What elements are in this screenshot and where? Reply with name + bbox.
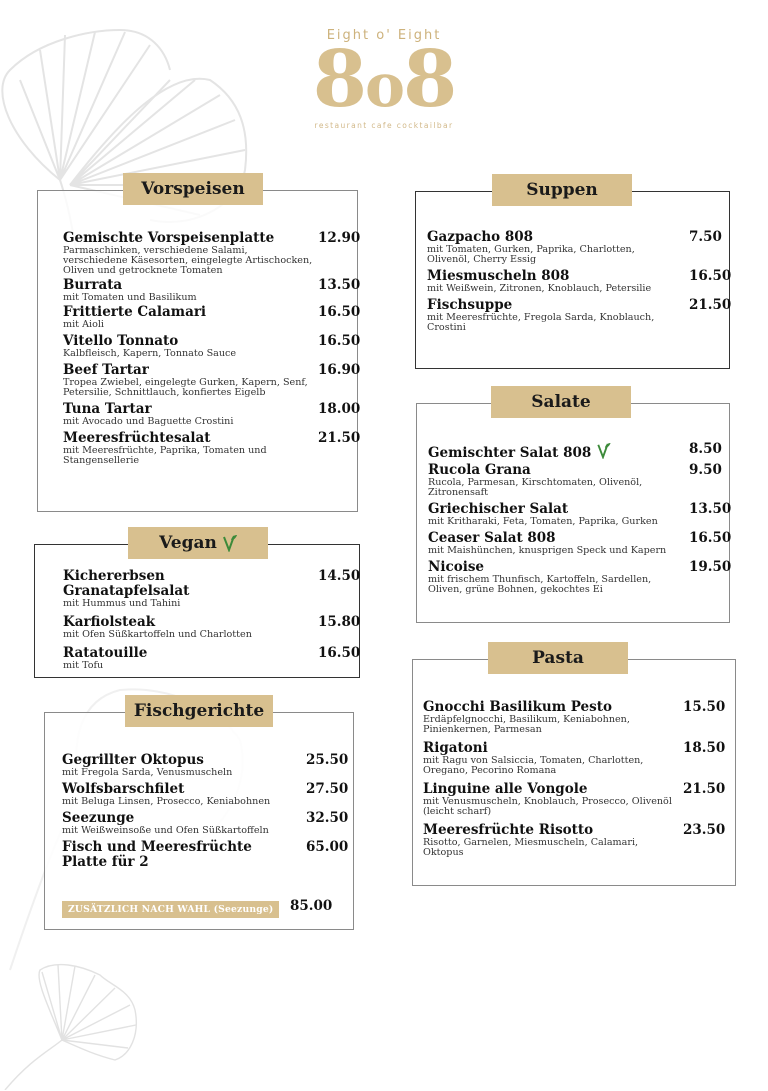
- menu-item-description: Tropea Zwiebel, eingelegte Gurken, Kapern, Senf, Petersilie, Schnittlauch, konfiertes Eigelb: [63, 377, 308, 398]
- menu-item-description: mit Avocado und Baguette Crostini: [63, 416, 234, 427]
- menu-item-name: [63, 334, 357, 349]
- section-title-vegan-text: Vegan: [159, 533, 217, 553]
- menu-item-name: [63, 231, 357, 246]
- menu-item-description: mit Weißwein, Zitronen, Knoblauch, Petersilie: [427, 283, 652, 294]
- menu-item-price: 16.50: [318, 333, 361, 349]
- menu-item-price: 23.50: [683, 822, 726, 838]
- menu-item-name-text: Fisch und Meeresfrüchte Platte für 2: [62, 839, 252, 870]
- item-list-vorspeisen: [38, 230, 361, 470]
- menu-item-price: 16.50: [318, 304, 361, 320]
- menu-item-price: 16.50: [689, 268, 732, 284]
- menu-item-name-text: Gegrillter Oktopus: [62, 752, 204, 768]
- menu-item-name-text: Rucola Grana: [428, 462, 531, 478]
- menu-item-name: [63, 305, 357, 320]
- menu-item: [63, 362, 361, 398]
- section-title-salate: Salate: [491, 386, 631, 418]
- menu-item-price: 32.50: [306, 810, 349, 826]
- menu-item: [62, 753, 353, 778]
- menu-item: [428, 501, 732, 527]
- menu-item-name-text: Linguine alle Vongole: [423, 781, 588, 797]
- menu-item-name-text: Gazpacho 808: [427, 229, 534, 245]
- menu-item-description: mit Ofen Süßkartoffeln und Charlotten: [63, 629, 252, 640]
- menu-item: [423, 823, 735, 858]
- menu-item-description: mit Meeresfrüchte, Fregola Sarda, Knoblauch, Crostini: [427, 312, 655, 333]
- menu-item-name: [63, 646, 359, 661]
- menu-item-description: mit Tomaten und Basilikum: [63, 292, 197, 303]
- menu-item: [63, 646, 359, 671]
- menu-item-description: Parmaschinken, verschiedene Salami, verschiedene Käsesorten, eingelegte Artischocken, Oliven und getrocknete Tomaten: [63, 245, 313, 276]
- section-title-vorspeisen: Vorspeisen: [123, 173, 263, 205]
- menu-item-name: [63, 278, 357, 293]
- item-list-suppen: [416, 229, 732, 337]
- menu-item: [63, 304, 361, 330]
- menu-item: [63, 230, 361, 276]
- menu-item-description: mit Hummus und Tahini: [63, 598, 181, 609]
- menu-item-name: [428, 559, 732, 575]
- section-title-pasta: Pasta: [488, 642, 628, 674]
- menu-item: [63, 401, 361, 427]
- menu-item: [428, 559, 732, 595]
- menu-item-price: 13.50: [318, 277, 361, 293]
- extra-label: ZUSÄTZLICH NACH WAHL (Seezunge): [62, 901, 279, 918]
- menu-item-name-text: Gnocchi Basilikum Pesto: [423, 699, 612, 715]
- section-vorspeisen: [37, 179, 361, 512]
- menu-item: [423, 782, 735, 817]
- menu-item-price: 13.50: [689, 501, 732, 517]
- menu-item-description: mit Aioli: [63, 319, 104, 330]
- section-vegan: [34, 533, 361, 678]
- menu-item-name-text: Meeresfrüchte Risotto: [423, 822, 594, 838]
- menu-item: [63, 333, 361, 359]
- menu-item-name: [428, 530, 732, 546]
- menu-item-name: [63, 431, 357, 446]
- menu-item-description: Risotto, Garnelen, Miesmuscheln, Calamari, Oktopus: [423, 837, 639, 858]
- menu-item-description: Rucola, Parmesan, Kirschtomaten, Olivenöl, Zitronensaft: [428, 477, 643, 498]
- section-title-suppen: Suppen: [492, 174, 632, 206]
- menu-item-description: mit Tomaten, Gurken, Paprika, Charlotten, Olivenöl, Cherry Essig: [427, 244, 635, 265]
- menu-item-description: mit Tofu: [63, 660, 104, 671]
- menu-item-description: Kalbfleisch, Kapern, Tonnato Sauce: [63, 348, 237, 359]
- menu-item-price: 14.50: [318, 568, 361, 584]
- extra-row: [62, 897, 353, 918]
- menu-item-name: [63, 615, 359, 630]
- brand-tagline-bottom: restaurant cafe cocktailbar: [314, 121, 454, 130]
- menu-item-price: 15.80: [318, 614, 361, 630]
- menu-item: [62, 840, 353, 870]
- sprout-icon: [221, 534, 237, 552]
- menu-item: [427, 297, 732, 333]
- menu-item: [427, 268, 732, 294]
- menu-item-name-text: Frittierte Calamari: [63, 304, 207, 320]
- item-list-vegan: [35, 569, 359, 677]
- menu-item-price: 21.50: [689, 297, 732, 313]
- menu-item: [427, 230, 729, 265]
- menu-item-name-text: Meeresfrüchtesalat: [63, 430, 211, 446]
- menu-item-price: 21.50: [318, 430, 361, 446]
- menu-item: [63, 615, 359, 640]
- section-fischgerichte: [44, 701, 354, 930]
- menu-item-name-text: Karfiolsteak: [63, 614, 156, 630]
- menu-item-name-text: Griechischer Salat: [428, 501, 569, 517]
- menu-item-price: 12.90: [318, 230, 361, 246]
- menu-item-price: 21.50: [683, 781, 726, 797]
- menu-item-description: mit Fregola Sarda, Venusmuscheln: [62, 767, 233, 778]
- sprout-icon: [595, 442, 611, 459]
- menu-item-name-text: Gemischte Vorspeisenplatte: [63, 230, 275, 246]
- menu-item-description: Erdäpfelgnocchi, Basilikum, Keniabohnen, Pinienkernen, Parmesan: [423, 714, 630, 735]
- menu-item-description: mit Kritharaki, Feta, Tomaten, Paprika, Gurken: [428, 516, 658, 527]
- menu-item-price: 7.50: [689, 229, 722, 245]
- menu-item-price: 16.90: [318, 362, 361, 378]
- section-title-fischgerichte: Fischgerichte: [125, 695, 273, 727]
- menu-item-name: [427, 268, 732, 284]
- menu-item-name-text: Tuna Tartar: [63, 401, 152, 417]
- menu-item-name: [428, 442, 729, 461]
- menu-item-name-text: Seezunge: [62, 810, 135, 826]
- menu-item-name-text: Miesmuscheln 808: [427, 268, 570, 284]
- menu-item-description: mit frischem Thunfisch, Kartoffeln, Sardellen, Oliven, grüne Bohnen, gekochtes Ei: [428, 574, 652, 595]
- menu-item-name: [63, 402, 357, 417]
- menu-item-name: [427, 297, 732, 313]
- logo-letter-o: o: [364, 51, 404, 121]
- menu-item-name: [63, 569, 359, 599]
- menu-item-price: 16.50: [689, 530, 732, 546]
- menu-item: [62, 811, 353, 836]
- menu-item: [428, 442, 729, 461]
- brand-header: [0, 28, 768, 130]
- menu-item-price: 25.50: [306, 752, 349, 768]
- menu-item: [428, 463, 729, 498]
- menu-item-price: 27.50: [306, 781, 349, 797]
- menu-item-name: [427, 230, 729, 245]
- menu-item-name-text: Nicoise: [428, 559, 485, 575]
- menu-item-name: [428, 501, 732, 517]
- menu-item-description: mit Maishünchen, knusprigen Speck und Kapern: [428, 545, 667, 556]
- menu-item-name-text: Fischsuppe: [427, 297, 513, 313]
- menu-item: [423, 700, 735, 735]
- section-pasta: [412, 648, 736, 886]
- menu-item-name-text: Rigatoni: [423, 740, 488, 756]
- menu-item-description: mit Ragu von Salsiccia, Tomaten, Charlotten, Oregano, Pecorino Romana: [423, 755, 644, 776]
- menu-item-price: 15.50: [683, 699, 726, 715]
- logo-digit-left: 8: [312, 34, 365, 125]
- item-list-pasta: [413, 700, 735, 864]
- menu-item-price: 18.50: [683, 740, 726, 756]
- menu-item-name-text: Burrata: [63, 277, 123, 293]
- menu-item-price: 9.50: [689, 462, 722, 478]
- menu-item: [63, 430, 361, 466]
- menu-item-description: mit Venusmuscheln, Knoblauch, Prosecco, Olivenöl (leicht scharf): [423, 796, 672, 817]
- menu-item-description: mit Weißweinsoße und Ofen Süßkartoffeln: [62, 825, 269, 836]
- menu-item-name-text: Wolfsbarschfilet: [62, 781, 185, 797]
- menu-item-price: 19.50: [689, 559, 732, 575]
- menu-item-price: 16.50: [318, 645, 361, 661]
- menu-item-name-text: Beef Tartar: [63, 362, 149, 378]
- menu-item-name-text: Gemischter Salat 808: [428, 445, 592, 461]
- menu-item-description: mit Beluga Linsen, Prosecco, Keniabohnen: [62, 796, 271, 807]
- menu-item-price: 8.50: [689, 441, 722, 457]
- menu-item-name-text: Ratatouille: [63, 645, 148, 661]
- section-title-vegan: [128, 527, 268, 559]
- section-salate: [416, 392, 732, 623]
- menu-item-name-text: Ceaser Salat 808: [428, 530, 556, 546]
- menu-item-name-text: Kichererbsen Granatapfelsalat: [63, 568, 190, 599]
- menu-item: [63, 569, 359, 609]
- brand-tagline-top: Eight o' Eight: [326, 28, 442, 43]
- menu-item-name: [428, 463, 729, 478]
- item-list-salate: [417, 441, 732, 599]
- ginkgo-leaf-bottom-icon: [0, 940, 150, 1090]
- menu-item: [63, 277, 361, 303]
- extra-price: 85.00: [290, 898, 333, 914]
- menu-item: [423, 741, 735, 776]
- section-suppen: [415, 180, 732, 369]
- menu-item-description: mit Meeresfrüchte, Paprika, Tomaten und Stangensellerie: [63, 445, 267, 466]
- menu-item: [62, 782, 353, 807]
- item-list-fischgerichte: [45, 753, 353, 874]
- menu-item-name-text: Vitello Tonnato: [63, 333, 179, 349]
- menu-item: [428, 530, 732, 556]
- menu-item-price: 18.00: [318, 401, 361, 417]
- menu-item-name: [63, 363, 357, 378]
- menu-item-price: 65.00: [306, 839, 349, 855]
- logo-digit-right: 8: [403, 34, 456, 125]
